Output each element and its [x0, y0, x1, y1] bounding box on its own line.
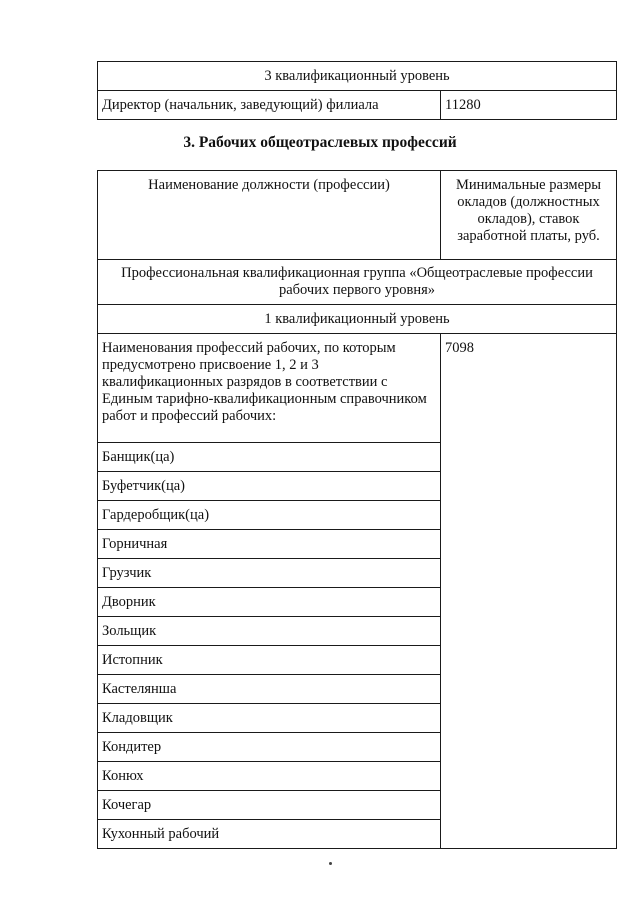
profession-row: Конюх: [98, 762, 441, 791]
profession-row: Истопник: [98, 646, 441, 675]
section-title: 3. Рабочих общеотраслевых профессий: [183, 134, 457, 151]
qualification-level-3-table: [97, 61, 617, 120]
workers-professions-table: [97, 170, 617, 849]
profession-row: Дворник: [98, 588, 441, 617]
qualification-group-title: Профессиональная квалификационная группа «Общеотраслевые профессии рабочих первого уровня»: [98, 260, 617, 305]
professions-intro-text: Наименования профессий рабочих, по которым предусмотрено присвоение 1, 2 и 3 квалификационных разрядов в соответствии с Единым тарифно-квалификационным справочником работ и профессий рабочих:: [98, 334, 441, 443]
profession-row: Кастелянша: [98, 675, 441, 704]
column-header-salary: Минимальные размеры окладов (должностных окладов), ставок заработной платы, руб.: [441, 171, 617, 260]
branch-director-salary: 11280: [441, 91, 617, 120]
profession-row: Кладовщик: [98, 704, 441, 733]
page-mark: [329, 862, 332, 865]
branch-director-position: Директор (начальник, заведующий) филиала: [98, 91, 441, 120]
profession-row: Кухонный рабочий: [98, 820, 441, 849]
profession-row: Зольщик: [98, 617, 441, 646]
level-1-salary: 7098: [441, 334, 617, 849]
level-1-header: 1 квалификационный уровень: [98, 305, 617, 334]
profession-row: Гардеробщик(ца): [98, 501, 441, 530]
level-3-header: 3 квалификационный уровень: [98, 62, 617, 91]
profession-row: Банщик(ца): [98, 443, 441, 472]
profession-row: Буфетчик(ца): [98, 472, 441, 501]
column-header-position: Наименование должности (профессии): [98, 171, 441, 260]
profession-row: Горничная: [98, 530, 441, 559]
profession-row: Грузчик: [98, 559, 441, 588]
profession-row: Кондитер: [98, 733, 441, 762]
profession-row: Кочегар: [98, 791, 441, 820]
